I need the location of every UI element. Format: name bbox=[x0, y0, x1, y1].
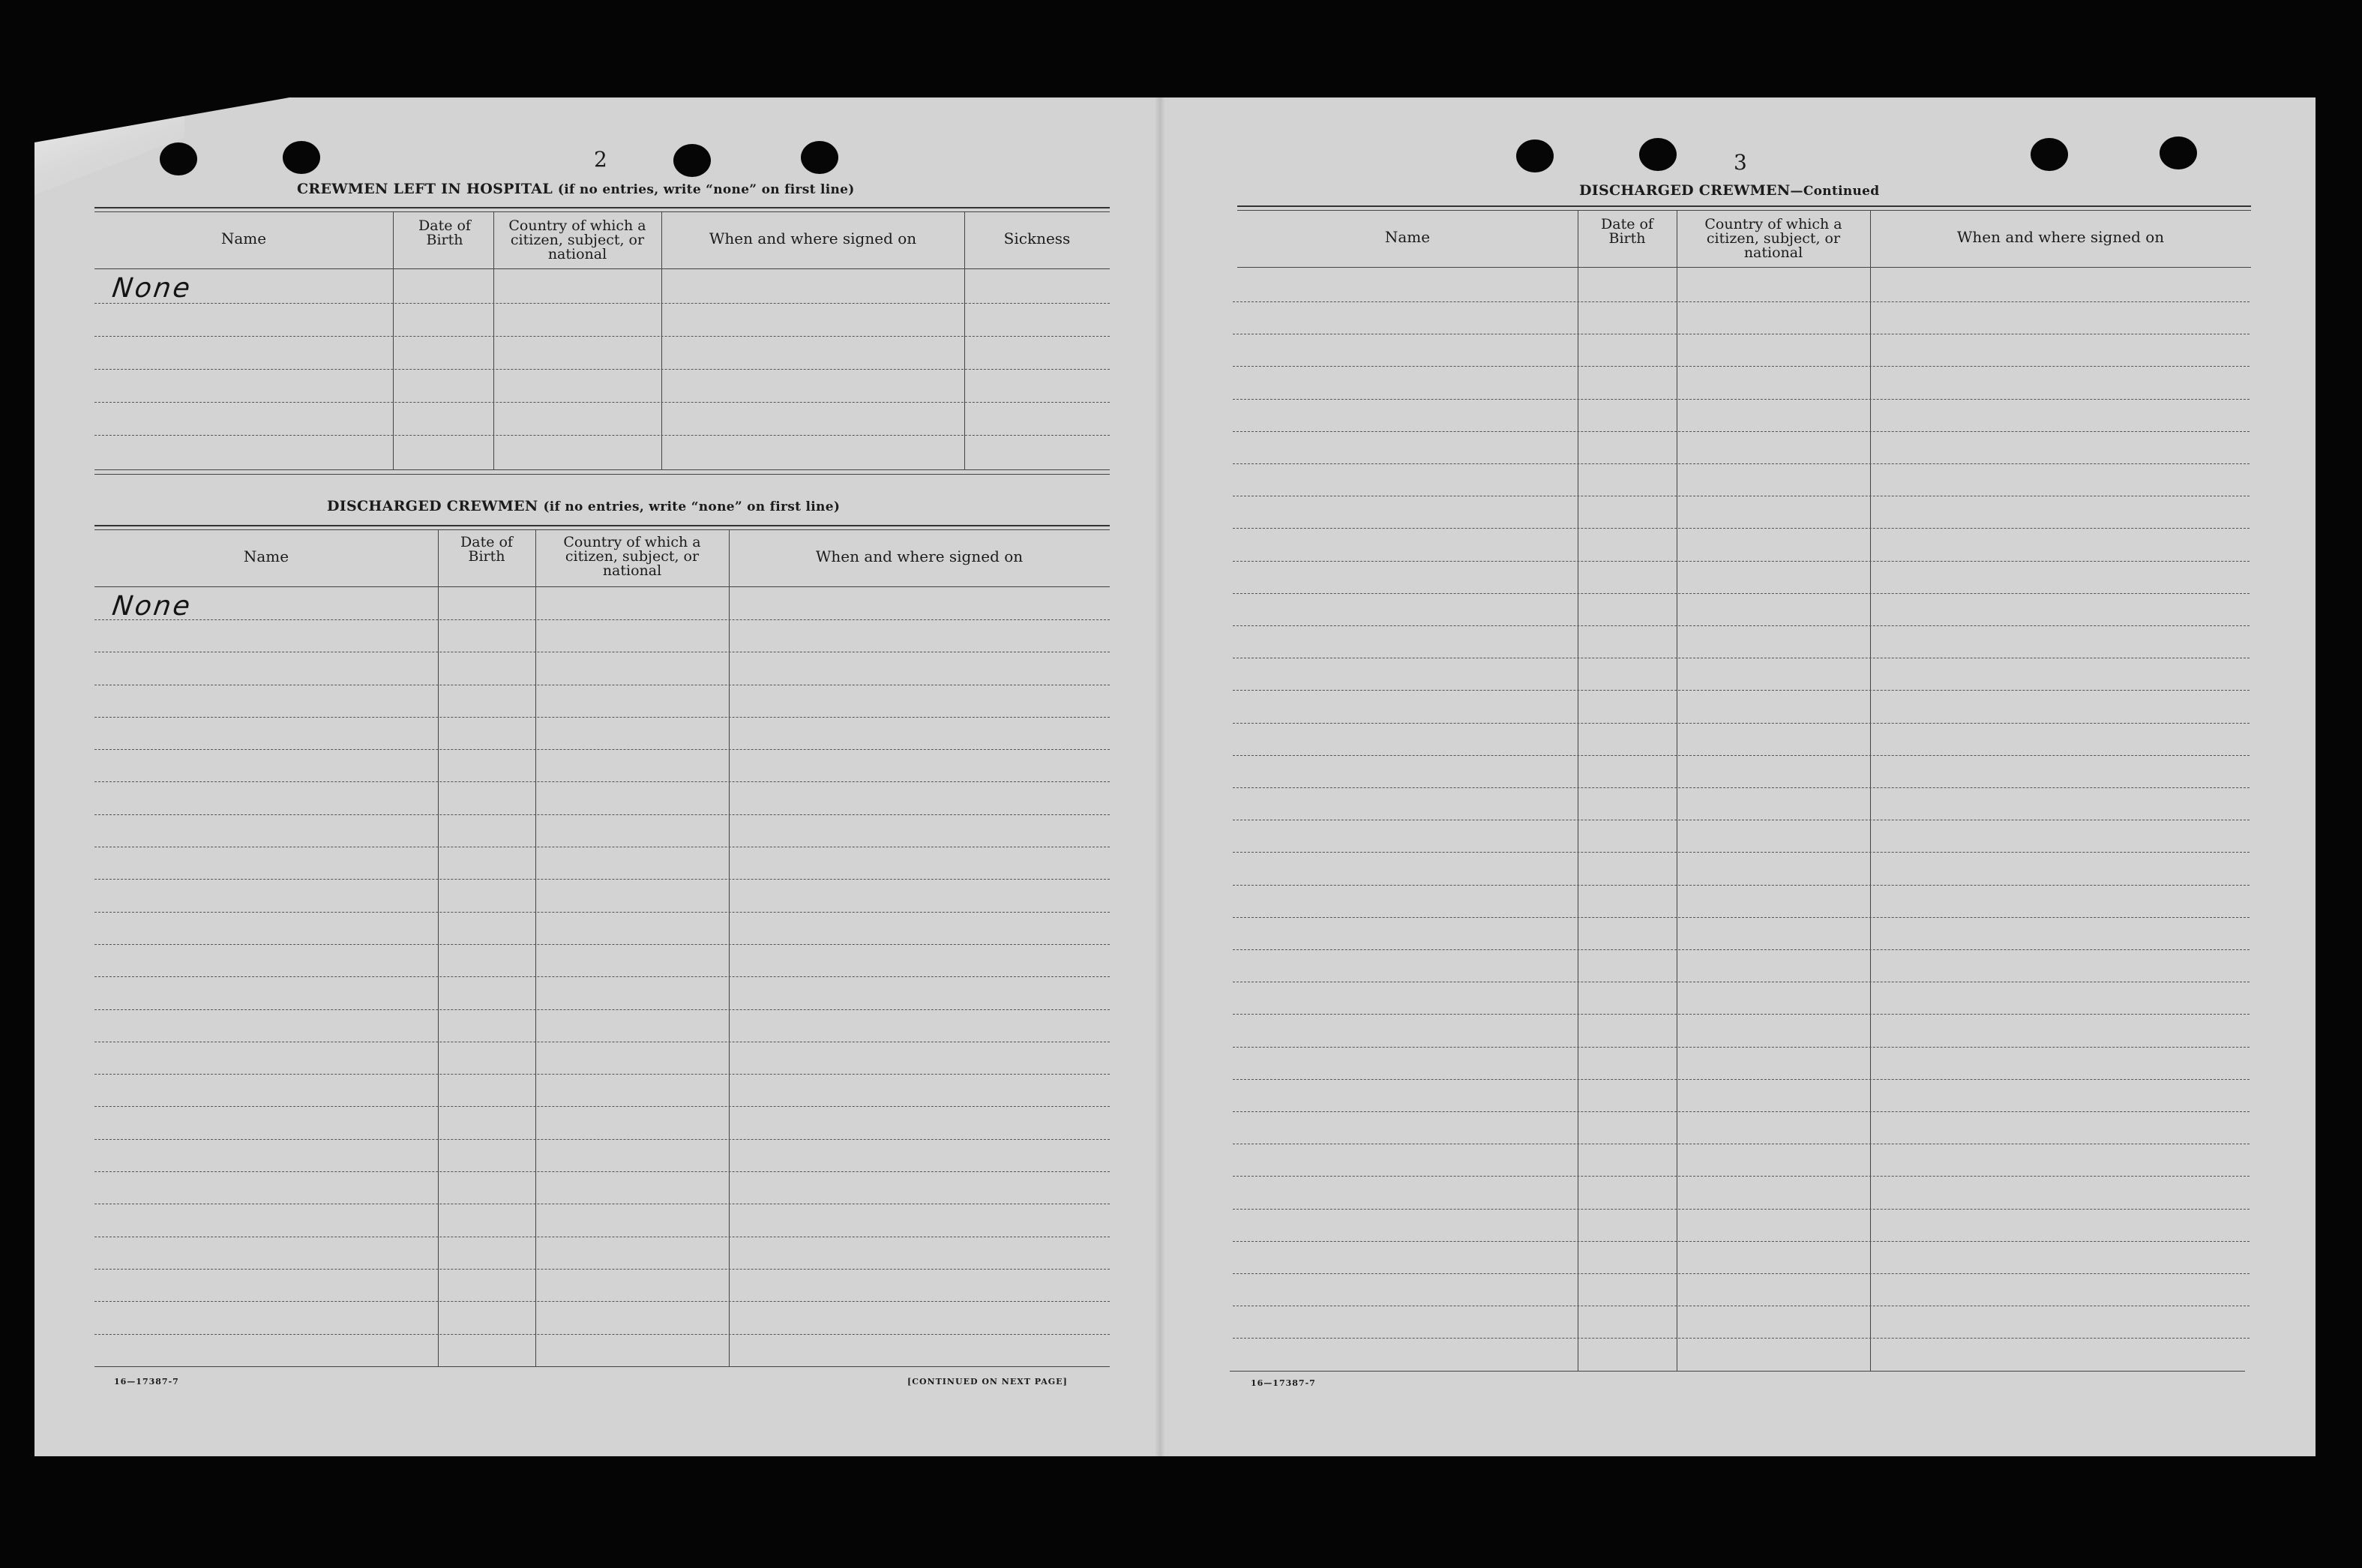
punch-hole bbox=[673, 144, 711, 177]
discharged-col-dob: Date of Birth bbox=[460, 534, 513, 565]
form-number-left: 16—17387-7 bbox=[114, 1377, 179, 1387]
discharged-col-signed-on: When and where signed on bbox=[815, 547, 1024, 565]
right-row-line bbox=[1233, 1241, 2250, 1242]
discharged-row-line bbox=[94, 781, 1110, 782]
discharged-col-name: Name bbox=[243, 547, 289, 565]
right-row-line bbox=[1233, 852, 2250, 853]
discharged-continued-title-text: DISCHARGED CREWMEN bbox=[1579, 182, 1791, 199]
right-col-dob: Date of Birth bbox=[1601, 216, 1653, 247]
hospital-table-bottom-rule bbox=[94, 469, 1110, 470]
right-row-line bbox=[1233, 787, 2250, 788]
right-row-line bbox=[1233, 949, 2250, 950]
hospital-table-top-rule bbox=[94, 207, 1110, 208]
discharged-col-divider bbox=[438, 529, 439, 1366]
hospital-table-bottom-rule-2 bbox=[94, 474, 1110, 475]
discharged-table-top-rule bbox=[94, 525, 1110, 526]
right-row-line bbox=[1233, 690, 2250, 691]
right-row-line bbox=[1233, 431, 2250, 432]
right-row-line bbox=[1233, 917, 2250, 918]
right-row-line bbox=[1233, 1176, 2250, 1177]
discharged-section-title bbox=[327, 498, 840, 514]
right-row-line bbox=[1233, 399, 2250, 400]
discharged-table-bottom-rule bbox=[94, 1366, 1110, 1367]
right-row-line bbox=[1233, 755, 2250, 756]
right-row-line bbox=[1233, 1079, 2250, 1080]
hospital-table-top-rule-2 bbox=[94, 211, 1110, 212]
hospital-section-title bbox=[297, 181, 855, 197]
hospital-entry-none: None bbox=[110, 273, 194, 304]
page-number-left: 2 bbox=[594, 147, 607, 172]
discharged-row-line bbox=[94, 749, 1110, 750]
discharged-row-line bbox=[94, 1269, 1110, 1270]
hospital-col-signed-on: When and where signed on bbox=[709, 229, 917, 247]
hospital-header-rule bbox=[94, 268, 1110, 269]
right-row-line bbox=[1233, 885, 2250, 886]
discharged-entry-none: None bbox=[110, 591, 194, 622]
continued-suffix: —Continued bbox=[1790, 184, 1880, 199]
right-row-line bbox=[1233, 301, 2250, 302]
hospital-col-name: Name bbox=[220, 229, 267, 247]
hospital-row-line bbox=[94, 435, 1110, 436]
right-row-line bbox=[1233, 561, 2250, 562]
hospital-row-line bbox=[94, 402, 1110, 403]
form-number-right: 16—17387-7 bbox=[1251, 1378, 1316, 1388]
right-row-line bbox=[1233, 1047, 2250, 1048]
discharged-row-line bbox=[94, 1171, 1110, 1172]
right-col-name: Name bbox=[1384, 228, 1431, 246]
continued-note: [CONTINUED ON NEXT PAGE] bbox=[907, 1377, 1068, 1387]
hospital-col-divider bbox=[493, 211, 494, 469]
hospital-title-text: CREWMEN LEFT IN HOSPITAL bbox=[297, 181, 553, 197]
right-row-line bbox=[1233, 1111, 2250, 1112]
right-table-bottom-rule bbox=[1230, 1371, 2245, 1372]
hospital-col-divider bbox=[661, 211, 662, 469]
hospital-row-line bbox=[94, 369, 1110, 370]
punch-hole bbox=[801, 141, 838, 174]
right-row-line bbox=[1233, 723, 2250, 724]
discharged-header-rule bbox=[94, 586, 1110, 587]
center-fold bbox=[1155, 97, 1165, 1456]
discharged-col-divider bbox=[535, 529, 536, 1366]
punch-hole bbox=[2031, 138, 2068, 171]
discharged-row-line bbox=[94, 814, 1110, 815]
discharged-row-line bbox=[94, 1139, 1110, 1140]
right-row-line bbox=[1233, 463, 2250, 464]
right-table-top-rule-2 bbox=[1237, 210, 2251, 211]
right-table-top-rule bbox=[1237, 205, 2251, 207]
punch-hole bbox=[1639, 138, 1677, 171]
discharged-row-line bbox=[94, 1074, 1110, 1075]
right-row-line bbox=[1233, 593, 2250, 594]
discharged-table-top-rule-2 bbox=[94, 529, 1110, 530]
discharged-row-line bbox=[94, 944, 1110, 945]
right-row-line bbox=[1233, 625, 2250, 626]
hospital-col-dob: Date of Birth bbox=[418, 217, 471, 248]
discharged-row-line bbox=[94, 879, 1110, 880]
discharged-row-line bbox=[94, 1009, 1110, 1010]
right-row-line bbox=[1233, 366, 2250, 367]
discharged-instruction: (if no entries, write “none” on first line) bbox=[543, 499, 841, 514]
punch-hole bbox=[2160, 136, 2197, 169]
hospital-col-country: Country of which a citizen, subject, or national bbox=[508, 217, 646, 262]
discharged-row-line bbox=[94, 1334, 1110, 1335]
punch-hole bbox=[283, 141, 320, 174]
right-row-line bbox=[1233, 528, 2250, 529]
punch-hole bbox=[160, 142, 197, 175]
right-col-country: Country of which a citizen, subject, or national bbox=[1704, 216, 1842, 261]
hospital-row-line bbox=[94, 303, 1110, 304]
hospital-row-line bbox=[94, 336, 1110, 337]
discharged-row-line bbox=[94, 619, 1110, 620]
right-col-divider bbox=[1870, 210, 1871, 1371]
right-row-line bbox=[1233, 1338, 2250, 1339]
right-header-rule bbox=[1237, 267, 2251, 268]
discharged-row-line bbox=[94, 1301, 1110, 1302]
discharged-col-country: Country of which a citizen, subject, or national bbox=[563, 534, 701, 579]
discharged-col-divider bbox=[729, 529, 730, 1366]
right-row-line bbox=[1233, 1273, 2250, 1274]
discharged-row-line bbox=[94, 912, 1110, 913]
discharged-row-line bbox=[94, 976, 1110, 977]
discharged-continued-title bbox=[1579, 182, 1879, 199]
hospital-col-divider bbox=[393, 211, 394, 469]
right-row-line bbox=[1233, 1209, 2250, 1210]
page-number-right: 3 bbox=[1734, 150, 1747, 175]
right-col-signed-on: When and where signed on bbox=[1956, 228, 2165, 246]
right-row-line bbox=[1233, 1014, 2250, 1015]
hospital-instruction: (if no entries, write “none” on first line) bbox=[557, 182, 855, 197]
discharged-row-line bbox=[94, 1106, 1110, 1107]
discharged-row-line bbox=[94, 717, 1110, 718]
hospital-col-sickness: Sickness bbox=[1003, 229, 1071, 247]
hospital-col-divider bbox=[964, 211, 965, 469]
punch-hole bbox=[1516, 139, 1554, 172]
discharged-title-text: DISCHARGED CREWMEN bbox=[327, 498, 538, 514]
